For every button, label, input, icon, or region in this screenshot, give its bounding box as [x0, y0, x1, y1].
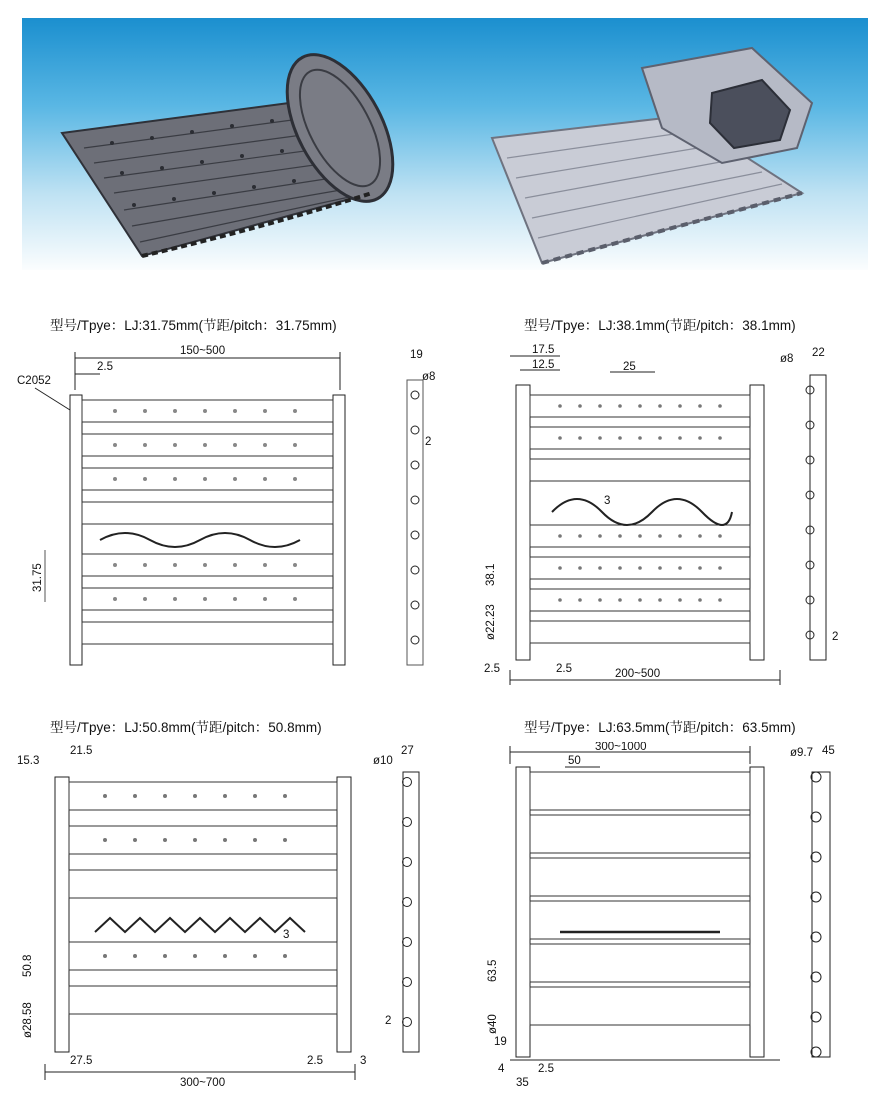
belt-plates [69, 782, 337, 1014]
rolled-hinged-plate-conveyor-belt-photo [492, 48, 812, 263]
dim-width-range: 300~700 [180, 1077, 226, 1087]
caption-lj-38-1: 型号/Tpye：LJ:38.1mm(节距/pitch：38.1mm) [524, 318, 796, 333]
dim-left-offset: 2.5 [97, 361, 113, 373]
dim-bottom-right-b: 3 [360, 1055, 367, 1067]
dim-bottom-right-a: 2.5 [307, 1055, 323, 1067]
side-rollers [411, 391, 419, 644]
dim-hole: ø9.7 [790, 747, 814, 759]
dim-width-range: 150~500 [180, 345, 226, 357]
dim-roller: ø22.23 [485, 604, 497, 640]
dim-plate-h: 19 [494, 1036, 507, 1048]
dim-wave: 3 [283, 929, 290, 941]
diagram-lj-38-1 [480, 340, 880, 690]
caption-lj-50-8: 型号/Tpye：LJ:50.8mm(节距/pitch：50.8mm) [50, 720, 322, 735]
dim-top-b: 21.5 [70, 745, 93, 757]
belt-plates [82, 400, 333, 644]
dim-pitch: 38.1 [485, 563, 497, 586]
dim-side-width: 45 [822, 745, 835, 757]
dim-bottom-c: 2.5 [538, 1063, 554, 1075]
dim-wave: 3 [604, 495, 611, 507]
dim-top-a: 15.3 [17, 755, 40, 767]
diagram-lj-63-5 [480, 742, 880, 1087]
dim-side-width: 27 [401, 745, 414, 757]
dim-width-range: 300~1000 [595, 742, 647, 753]
dim-gap: 2 [832, 631, 839, 643]
dim-hole: ø8 [780, 353, 794, 365]
dim-plate: 50 [568, 755, 581, 767]
dim-top-a: 17.5 [532, 344, 555, 356]
dim-side-width: 19 [410, 349, 423, 361]
dim-width-range: 200~500 [615, 668, 661, 680]
dim-left-b: 2.5 [556, 663, 572, 675]
dim-bottom-left: 27.5 [70, 1055, 93, 1067]
dim-side-width: 22 [812, 347, 825, 359]
dim-bottom-b: 35 [516, 1077, 529, 1087]
dim-code: C2052 [17, 375, 51, 387]
dim-roller: ø28.58 [22, 1002, 34, 1038]
dim-left-a: 2.5 [484, 663, 500, 675]
belt-plates [530, 772, 750, 1025]
dim-plate: 25 [623, 361, 636, 373]
dim-hole: ø8 [422, 371, 436, 383]
rolled-steel-plate-conveyor-belt-photo [62, 38, 415, 256]
diagram-lj-31-75 [15, 340, 445, 680]
dim-pitch: 63.5 [487, 959, 499, 982]
caption-lj-31-75: 型号/Tpye：LJ:31.75mm(节距/pitch：31.75mm) [50, 318, 337, 333]
dim-bottom-a: 4 [498, 1063, 505, 1075]
side-rollers [403, 778, 412, 1027]
dim-gap: 2 [425, 436, 432, 448]
dim-top-b: 12.5 [532, 359, 555, 371]
dim-pitch: 31.75 [32, 563, 44, 592]
dim-pitch: 50.8 [22, 954, 34, 977]
belt-plates [530, 395, 750, 643]
caption-lj-63-5: 型号/Tpye：LJ:63.5mm(节距/pitch：63.5mm) [524, 720, 796, 735]
dim-hole: ø10 [373, 755, 393, 767]
dim-roller: ø40 [487, 1014, 499, 1034]
diagram-lj-50-8 [15, 742, 445, 1087]
product-photo-banner [22, 18, 868, 270]
dim-gap: 2 [385, 1015, 392, 1027]
